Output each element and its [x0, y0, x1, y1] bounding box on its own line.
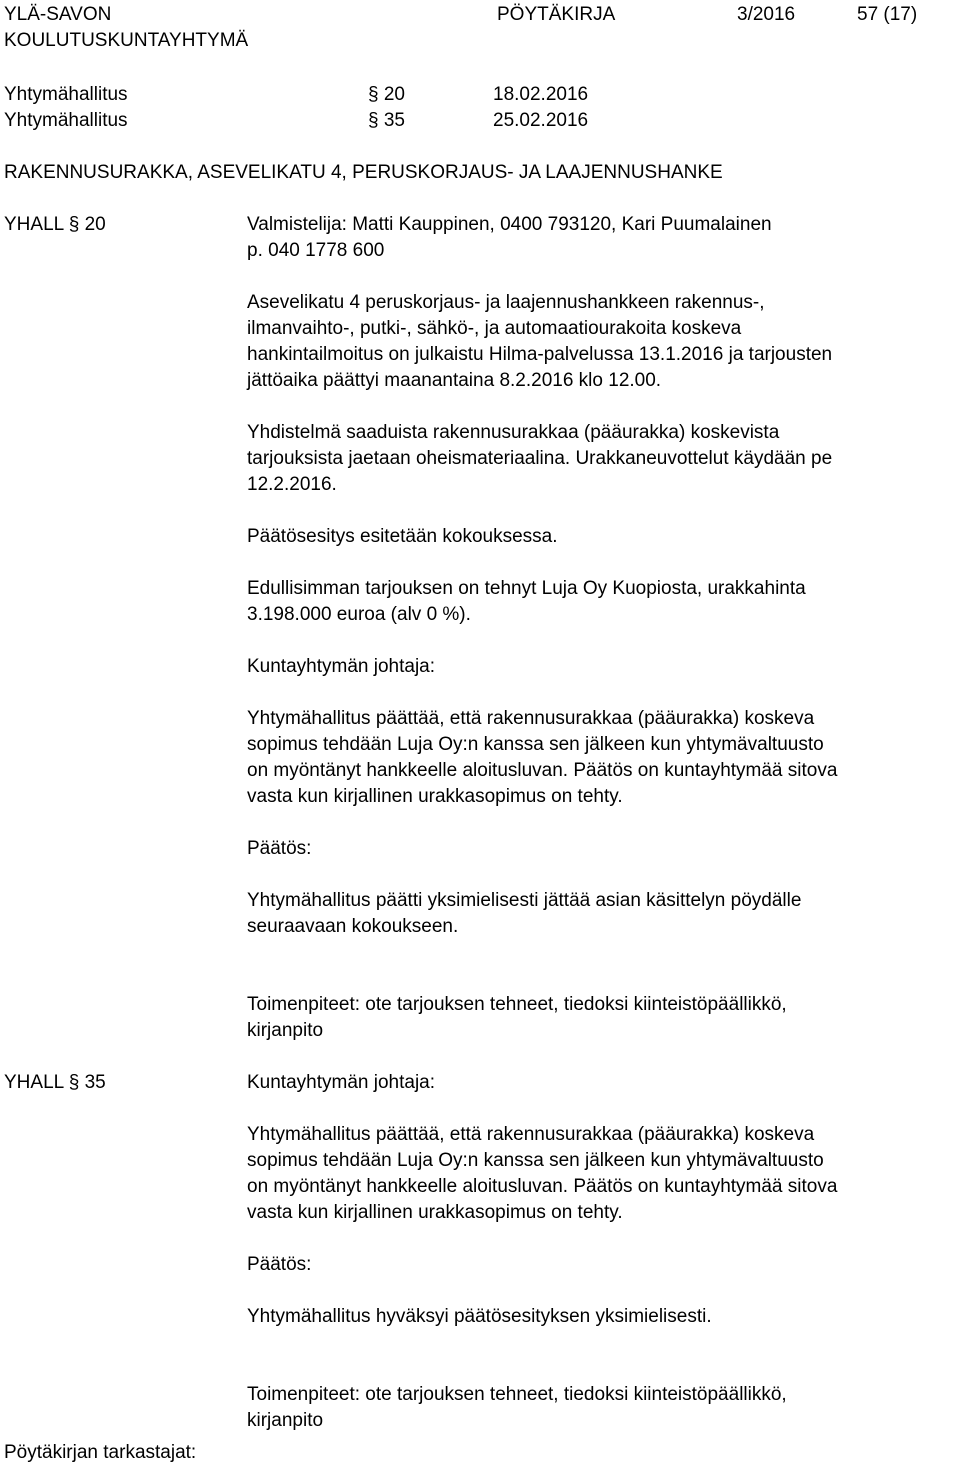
- director-label: Kuntayhtymän johtaja:: [247, 1072, 436, 1093]
- proposal-line: on myöntänyt hankkeelle aloitusluvan. Päätös on kuntayhtymää sitova: [247, 760, 838, 781]
- actions-line: Toimenpiteet: ote tarjouksen tehneet, tiedoksi kiinteistöpäällikkö,: [247, 994, 787, 1015]
- page-number: 57 (17): [857, 4, 918, 25]
- decision-label: Päätös:: [247, 1254, 312, 1275]
- proposal-line: vasta kun kirjallinen urakkasopimus on tehty.: [247, 1202, 623, 1223]
- preparer-line: Valmistelija: Matti Kauppinen, 0400 793120, Kari Puumalainen: [247, 214, 772, 235]
- paragraph-line: Asevelikatu 4 peruskorjaus- ja laajennushankkeen rakennus-,: [247, 292, 765, 313]
- meeting-section: § 35: [368, 110, 405, 131]
- meeting-body: Yhtymähallitus: [4, 84, 128, 105]
- actions-line: Toimenpiteet: ote tarjouksen tehneet, tiedoksi kiinteistöpäällikkö,: [247, 1384, 787, 1405]
- paragraph-line: 12.2.2016.: [247, 474, 337, 495]
- preparer-line: p. 040 1778 600: [247, 240, 385, 261]
- paragraph-line: jättöaika päättyi maanantaina 8.2.2016 klo 12.00.: [247, 370, 662, 391]
- meeting-date: 18.02.2016: [493, 84, 589, 105]
- checkers-label: Pöytäkirjan tarkastajat:: [4, 1442, 197, 1463]
- paragraph-line: Päätösesitys esitetään kokouksessa.: [247, 526, 558, 547]
- proposal-line: Yhtymähallitus päättää, että rakennusurakkaa (pääurakka) koskeva: [247, 708, 815, 729]
- proposal-line: on myöntänyt hankkeelle aloitusluvan. Päätös on kuntayhtymää sitova: [247, 1176, 838, 1197]
- paragraph-line: 3.198.000 euroa (alv 0 %).: [247, 604, 471, 625]
- proposal-line: sopimus tehdään Luja Oy:n kanssa sen jälkeen kun yhtymävaltuusto: [247, 734, 824, 755]
- paragraph-line: Edullisimman tarjouksen on tehnyt Luja Oy Kuopiosta, urakkahinta: [247, 578, 806, 599]
- section-label: YHALL § 20: [4, 214, 106, 235]
- document-title: RAKENNUSURAKKA, ASEVELIKATU 4, PERUSKORJAUS- JA LAAJENNUSHANKE: [4, 162, 723, 183]
- meeting-section: § 20: [368, 84, 405, 105]
- actions-line: kirjanpito: [247, 1410, 324, 1431]
- proposal-line: vasta kun kirjallinen urakkasopimus on tehty.: [247, 786, 623, 807]
- meeting-date: 25.02.2016: [493, 110, 589, 131]
- proposal-line: sopimus tehdään Luja Oy:n kanssa sen jälkeen kun yhtymävaltuusto: [247, 1150, 824, 1171]
- organization-name-line2: KOULUTUSKUNTAYHTYMÄ: [4, 30, 249, 51]
- actions-line: kirjanpito: [247, 1020, 324, 1041]
- document-type: PÖYTÄKIRJA: [497, 4, 616, 25]
- paragraph-line: ilmanvaihto-, putki-, sähkö-, ja automaatiourakoita koskeva: [247, 318, 742, 339]
- proposal-line: Yhtymähallitus päättää, että rakennusurakkaa (pääurakka) koskeva: [247, 1124, 815, 1145]
- organization-name-line1: YLÄ-SAVON: [4, 4, 112, 25]
- director-label: Kuntayhtymän johtaja:: [247, 656, 436, 677]
- paragraph-line: Yhdistelmä saaduista rakennusurakkaa (pääurakka) koskevista: [247, 422, 780, 443]
- decision-label: Päätös:: [247, 838, 312, 859]
- paragraph-line: hankintailmoitus on julkaistu Hilma-palvelussa 13.1.2016 ja tarjousten: [247, 344, 833, 365]
- paragraph-line: tarjouksista jaetaan oheismateriaalina. Urakkaneuvottelut käydään pe: [247, 448, 833, 469]
- meeting-body: Yhtymähallitus: [4, 110, 128, 131]
- decision-line: Yhtymähallitus hyväksyi päätösesityksen yksimielisesti.: [247, 1306, 712, 1327]
- decision-line: seuraavaan kokoukseen.: [247, 916, 459, 937]
- decision-line: Yhtymähallitus päätti yksimielisesti jättää asian käsittelyn pöydälle: [247, 890, 802, 911]
- section-label: YHALL § 35: [4, 1072, 106, 1093]
- document-number: 3/2016: [737, 4, 796, 25]
